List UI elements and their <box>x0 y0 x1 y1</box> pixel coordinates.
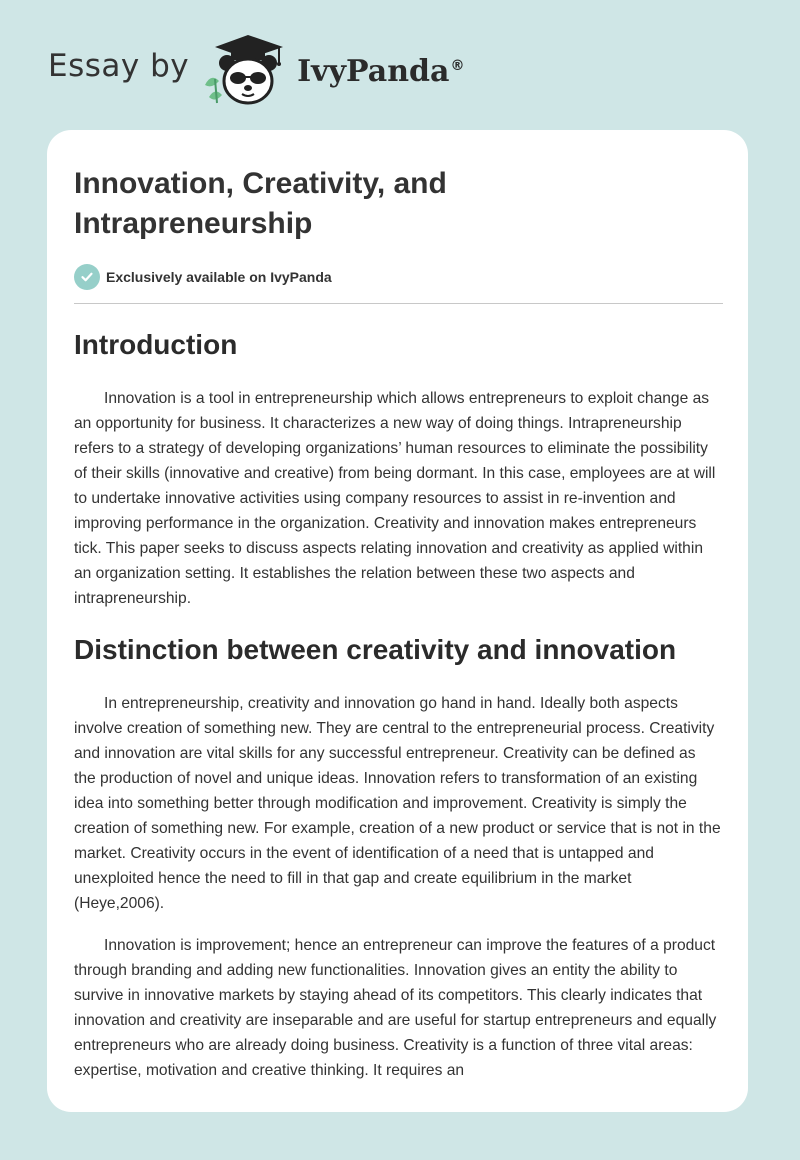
exclusive-badge <box>74 264 721 290</box>
panda-logo-icon <box>203 33 293 107</box>
section-heading-introduction: Introduction <box>74 329 238 360</box>
brand-prefix: Essay by <box>48 48 190 84</box>
paragraph: Innovation is a tool in entrepreneurship which allows entrepreneurs to exploit change as an opportunity for business. It characterizes a new way of doing things. Intrapreneurship refers to a strategy of developing organizations’ human resources to eliminate the possibility of their skills (innovative and creative) from being dormant. In this case, employees are at will to undertake innovative activities using company resources to assist in re-invention and improving performance in the organization. Creativity and innovation makes entrepreneurs tick. This paper seeks to discuss aspects relating innovation and creativity as applied within an organization setting. It establishes the relation between these two aspects and intrapreneurship. <box>74 390 716 607</box>
paragraph: Innovation is improvement; hence an entrepreneur can improve the features of a product through branding and adding new functionalities. Innovation gives an entity the ability to survive in innovative markets by staying ahead of its competitors. This clearly indicates that innovation and creativity are inseparable and are useful for startup entrepreneurs and equally entrepreneurs who are already doing business. Creativity is a function of three vital areas: expertise, motivation and creative thinking. It requires an <box>74 937 717 1079</box>
site-header-logo[interactable] <box>48 30 464 110</box>
check-icon <box>74 264 100 290</box>
brand-name: IvyPanda® <box>297 53 465 89</box>
badge-text: Exclusively available on IvyPanda <box>106 269 332 285</box>
essay-card <box>47 130 748 1112</box>
page-title: Innovation, Creativity, and Intrapreneurship <box>74 167 447 240</box>
title-divider <box>74 303 723 304</box>
section-heading-distinction: Distinction between creativity and innovation <box>74 634 677 665</box>
paragraph: In entrepreneurship, creativity and innovation go hand in hand. Ideally both aspects involve creation of something new. They are central to the entrepreneurial process. Creativity and innovation are vital skills for any successful entrepreneur. Creativity can be defined as the production of novel and unique ideas. Innovation refers to transformation of an existing idea into something better through modification and improvement. Creativity is simply the creation of something new. For example, creation of a new product or service that is not in the market. Creativity occurs in the event of identification of a need that is untapped and unexploited hence the need to fill in that gap and create equilibrium in the market (Heye,2006). <box>74 695 721 912</box>
